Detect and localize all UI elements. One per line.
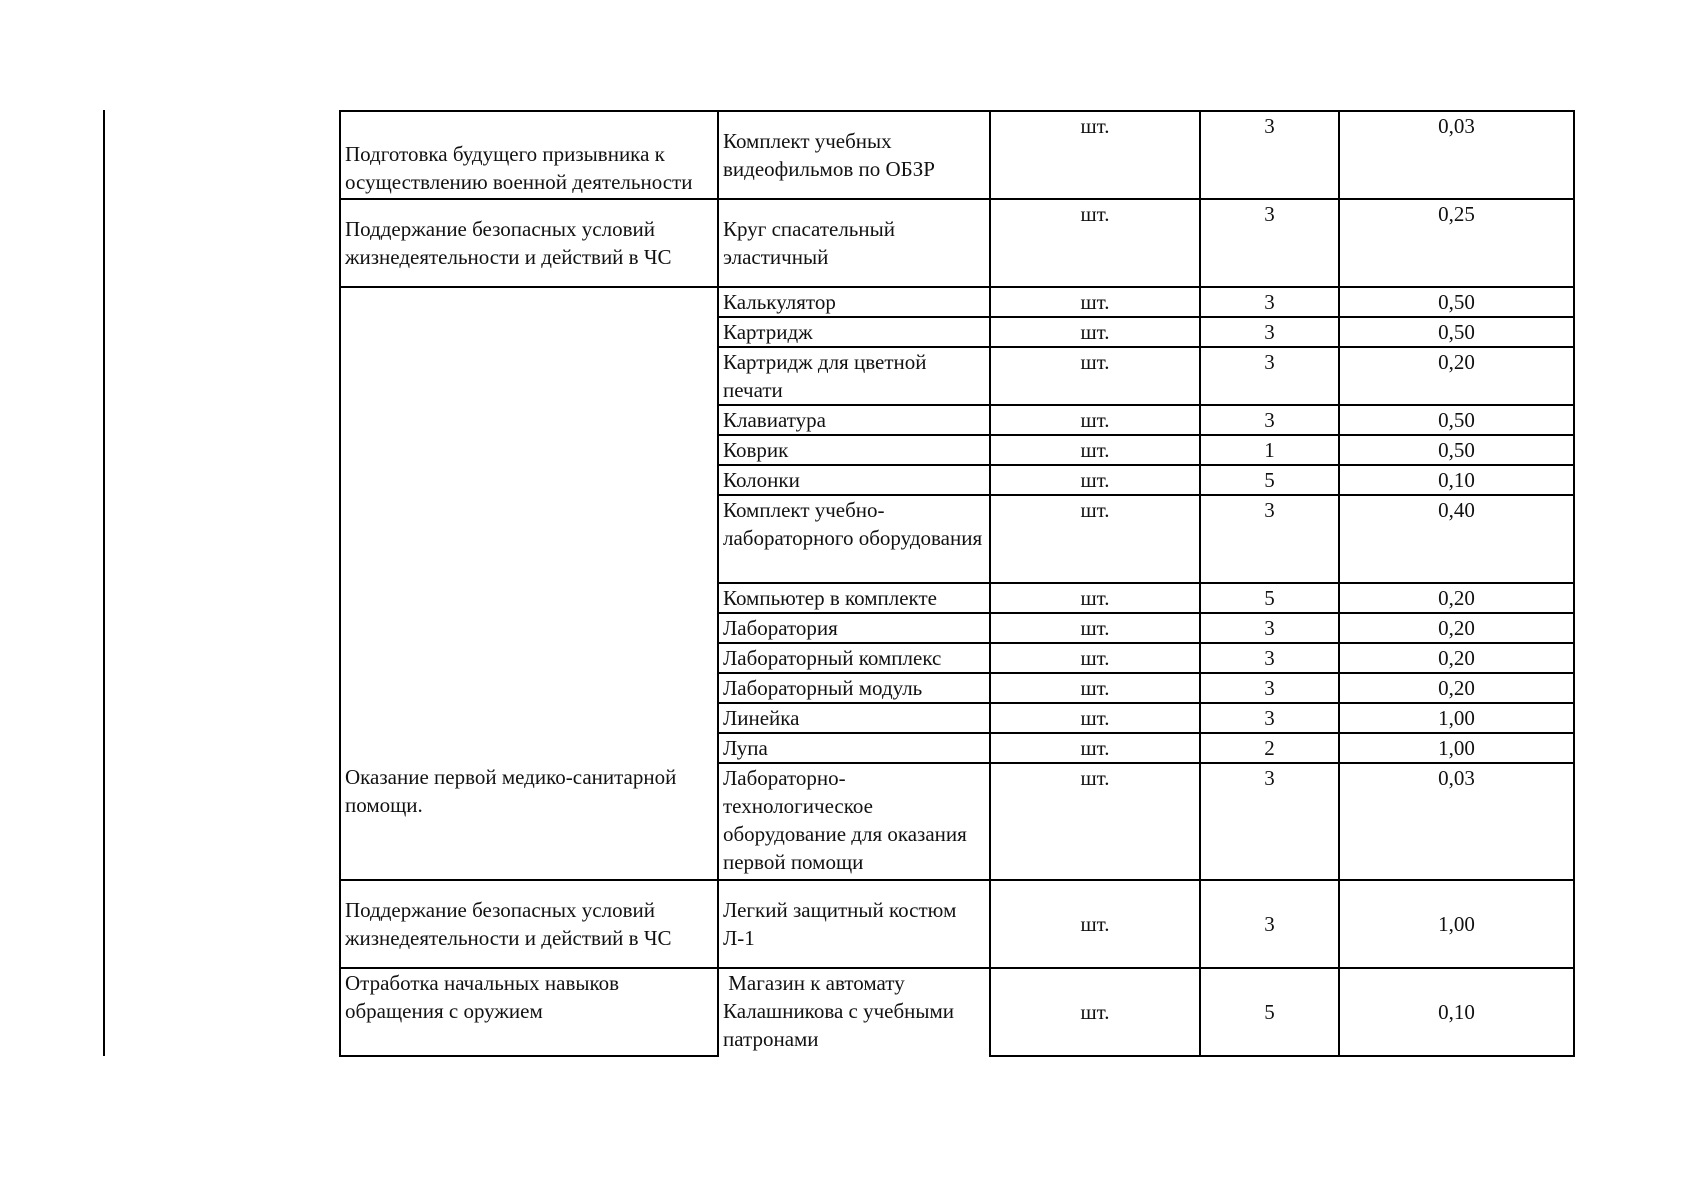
section-cell: Поддержание безопасных условий жизнедеятельности и действий в ЧС [340, 880, 718, 968]
section-cell: Поддержание безопасных условий жизнедеятельности и действий в ЧС [340, 199, 718, 287]
item-cell: Картридж для цветной печати [718, 347, 990, 405]
coef-cell: 0,50 [1339, 287, 1574, 317]
qty-cell: 3 [1200, 643, 1339, 673]
item-cell: Компьютер в комплекте [718, 583, 990, 613]
item-cell: Лаборатория [718, 613, 990, 643]
qty-cell: 5 [1200, 465, 1339, 495]
unit-cell: шт. [990, 317, 1200, 347]
coef-cell: 1,00 [1339, 703, 1574, 733]
unit-cell: шт. [990, 733, 1200, 763]
qty-cell: 3 [1200, 673, 1339, 703]
coef-cell: 0,40 [1339, 495, 1574, 583]
coef-cell: 0,50 [1339, 317, 1574, 347]
table-row [340, 968, 1574, 1056]
qty-cell: 5 [1200, 968, 1339, 1056]
item-cell: Картридж [718, 317, 990, 347]
qty-cell: 3 [1200, 317, 1339, 347]
unit-cell: шт. [990, 880, 1200, 968]
unit-cell: шт. [990, 287, 1200, 317]
item-cell: Легкий защитный костюм Л-1 [718, 880, 990, 968]
coef-cell: 0,03 [1339, 111, 1574, 199]
qty-cell: 3 [1200, 199, 1339, 287]
item-cell: Лабораторный модуль [718, 673, 990, 703]
qty-cell: 3 [1200, 880, 1339, 968]
coef-cell: 1,00 [1339, 733, 1574, 763]
item-cell: Колонки [718, 465, 990, 495]
equipment-table [339, 110, 1575, 1057]
coef-cell: 0,50 [1339, 405, 1574, 435]
item-cell: Комплект учебно-лабораторного оборудования [718, 495, 990, 583]
qty-cell: 3 [1200, 111, 1339, 199]
table-row [340, 199, 1574, 287]
unit-cell: шт. [990, 613, 1200, 643]
item-cell: Коврик [718, 435, 990, 465]
qty-cell: 3 [1200, 613, 1339, 643]
unit-cell: шт. [990, 111, 1200, 199]
qty-cell: 3 [1200, 703, 1339, 733]
item-cell: Линейка [718, 703, 990, 733]
unit-cell: шт. [990, 673, 1200, 703]
table-row [340, 287, 1574, 317]
item-cell: Круг спасательный эластичный [718, 199, 990, 287]
unit-cell: шт. [990, 465, 1200, 495]
qty-cell: 3 [1200, 405, 1339, 435]
qty-cell: 3 [1200, 347, 1339, 405]
coef-cell: 0,03 [1339, 763, 1574, 880]
table-row [340, 880, 1574, 968]
unit-cell: шт. [990, 435, 1200, 465]
qty-cell: 1 [1200, 435, 1339, 465]
item-cell: Комплект учебных видеофильмов по ОБЗР [718, 111, 990, 199]
coef-cell: 0,10 [1339, 968, 1574, 1056]
item-cell: Лабораторно-технологическое оборудование для оказания первой помощи [718, 763, 990, 880]
qty-cell: 2 [1200, 733, 1339, 763]
coef-cell: 0,20 [1339, 583, 1574, 613]
coef-cell: 0,20 [1339, 673, 1574, 703]
item-cell: Лабораторный комплекс [718, 643, 990, 673]
unit-cell: шт. [990, 583, 1200, 613]
section-cell: Отработка начальных навыков обращения с оружием [340, 968, 718, 1056]
unit-cell: шт. [990, 347, 1200, 405]
qty-cell: 3 [1200, 763, 1339, 880]
page-margin-line [103, 110, 105, 1056]
unit-cell: шт. [990, 968, 1200, 1056]
coef-cell: 0,50 [1339, 435, 1574, 465]
item-cell: Лупа [718, 733, 990, 763]
qty-cell: 3 [1200, 495, 1339, 583]
unit-cell: шт. [990, 763, 1200, 880]
unit-cell: шт. [990, 199, 1200, 287]
section-text: Оказание первой медико-санитарной помощи. [345, 765, 677, 817]
unit-cell: шт. [990, 703, 1200, 733]
qty-cell: 3 [1200, 287, 1339, 317]
item-cell: Магазин к автомату Калашникова с учебными патронами [718, 968, 990, 1056]
qty-cell: 5 [1200, 583, 1339, 613]
item-cell: Клавиатура [718, 405, 990, 435]
unit-cell: шт. [990, 643, 1200, 673]
coef-cell: 0,20 [1339, 613, 1574, 643]
section-cell [340, 287, 718, 880]
coef-cell: 0,10 [1339, 465, 1574, 495]
coef-cell: 0,20 [1339, 347, 1574, 405]
coef-cell: 1,00 [1339, 880, 1574, 968]
coef-cell: 0,20 [1339, 643, 1574, 673]
unit-cell: шт. [990, 405, 1200, 435]
unit-cell: шт. [990, 495, 1200, 583]
item-cell: Калькулятор [718, 287, 990, 317]
coef-cell: 0,25 [1339, 199, 1574, 287]
section-cell: Подготовка будущего призывника к осуществлению военной деятельности [340, 111, 718, 199]
table-row [340, 111, 1574, 199]
